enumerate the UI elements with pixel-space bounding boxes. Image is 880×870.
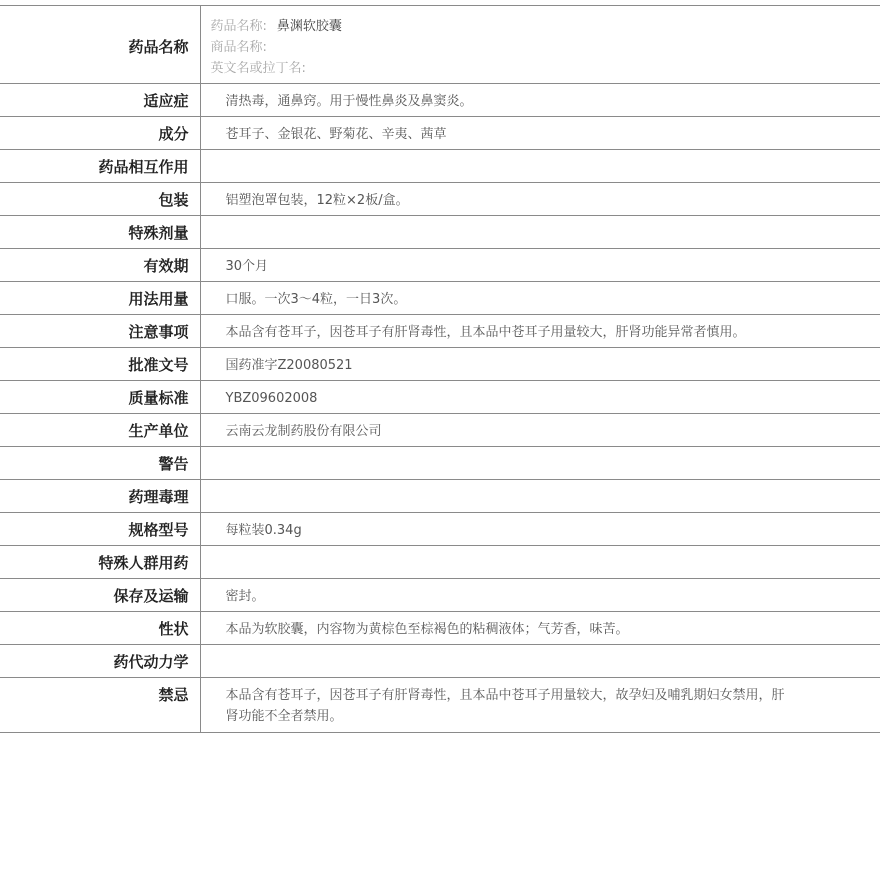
spec-row-interactions bbox=[0, 150, 880, 183]
trade-name-key: 商品名称: bbox=[210, 40, 267, 55]
row-label: 包装 bbox=[0, 183, 200, 216]
row-label: 用法用量 bbox=[0, 282, 200, 315]
generic-name-line bbox=[211, 16, 871, 37]
spec-row-specification bbox=[0, 513, 880, 546]
spec-row-warning bbox=[0, 447, 880, 480]
row-label: 药品名称 bbox=[0, 6, 200, 84]
spec-row-quality-standard bbox=[0, 381, 880, 414]
row-label: 药品相互作用 bbox=[0, 150, 200, 183]
row-value: 铝塑泡罩包装，12粒×2板/盒。 bbox=[225, 193, 409, 208]
spec-row-drug-name bbox=[0, 6, 880, 84]
row-label: 成分 bbox=[0, 117, 200, 150]
row-value: 苍耳子、金银花、野菊花、辛夷、茜草 bbox=[225, 127, 447, 142]
spec-row-manufacturer bbox=[0, 414, 880, 447]
row-value: 密封。 bbox=[225, 589, 265, 604]
row-label: 批准文号 bbox=[0, 348, 200, 381]
row-value: 本品含有苍耳子，因苍耳子有肝肾毒性，且本品中苍耳子用量较大，故孕妇及哺乳期妇女禁用，肝肾功能不全者禁用。 bbox=[225, 688, 785, 724]
spec-row-storage bbox=[0, 579, 880, 612]
row-label: 药理毒理 bbox=[0, 480, 200, 513]
row-value bbox=[200, 6, 880, 84]
row-value: 清热毒，通鼻窍。用于慢性鼻炎及鼻窦炎。 bbox=[225, 94, 473, 109]
row-value bbox=[200, 645, 880, 678]
trade-name-line bbox=[211, 37, 871, 58]
generic-name-value: 鼻渊软胶囊 bbox=[276, 19, 342, 34]
spec-row-shelf-life bbox=[0, 249, 880, 282]
spec-row-pharmacology bbox=[0, 480, 880, 513]
row-label: 注意事项 bbox=[0, 315, 200, 348]
english-name-line bbox=[211, 58, 871, 79]
row-label: 特殊人群用药 bbox=[0, 546, 200, 579]
row-label: 警告 bbox=[0, 447, 200, 480]
spec-row-pharmacokinetics bbox=[0, 645, 880, 678]
row-value: 本品为软胶囊，内容物为黄棕色至棕褐色的粘稠液体；气芳香，味苦。 bbox=[225, 622, 629, 637]
row-label: 质量标准 bbox=[0, 381, 200, 414]
row-value: 国药准字Z20080521 bbox=[225, 358, 353, 373]
spec-row-special-dosage bbox=[0, 216, 880, 249]
spec-row-approval-number bbox=[0, 348, 880, 381]
spec-row-precautions bbox=[0, 315, 880, 348]
row-value: YBZ09602008 bbox=[225, 391, 318, 406]
row-value: 30个月 bbox=[225, 259, 269, 274]
row-value bbox=[200, 447, 880, 480]
row-value: 每粒装0.34g bbox=[225, 523, 302, 538]
spec-row-special-populations bbox=[0, 546, 880, 579]
spec-row-description bbox=[0, 612, 880, 645]
row-label: 规格型号 bbox=[0, 513, 200, 546]
row-label: 特殊剂量 bbox=[0, 216, 200, 249]
row-label: 保存及运输 bbox=[0, 579, 200, 612]
row-value bbox=[200, 150, 880, 183]
row-value: 口服。一次3～4粒，一日3次。 bbox=[225, 292, 407, 307]
spec-row-packaging bbox=[0, 183, 880, 216]
spec-row-indications bbox=[0, 84, 880, 117]
row-label: 药代动力学 bbox=[0, 645, 200, 678]
spec-row-usage bbox=[0, 282, 880, 315]
generic-name-key: 药品名称: bbox=[210, 19, 267, 34]
row-value bbox=[200, 480, 880, 513]
row-label: 生产单位 bbox=[0, 414, 200, 447]
drug-spec-table bbox=[0, 5, 880, 733]
row-label: 有效期 bbox=[0, 249, 200, 282]
row-label: 禁忌 bbox=[0, 678, 200, 733]
row-value: 云南云龙制药股份有限公司 bbox=[225, 424, 382, 439]
row-label: 适应症 bbox=[0, 84, 200, 117]
row-label: 性状 bbox=[0, 612, 200, 645]
english-name-key: 英文名或拉丁名: bbox=[210, 61, 306, 76]
row-value bbox=[200, 216, 880, 249]
row-value: 本品含有苍耳子，因苍耳子有肝肾毒性，且本品中苍耳子用量较大，肝肾功能异常者慎用。 bbox=[225, 325, 746, 340]
row-value bbox=[200, 546, 880, 579]
spec-row-contraindications bbox=[0, 678, 880, 733]
spec-row-ingredients bbox=[0, 117, 880, 150]
